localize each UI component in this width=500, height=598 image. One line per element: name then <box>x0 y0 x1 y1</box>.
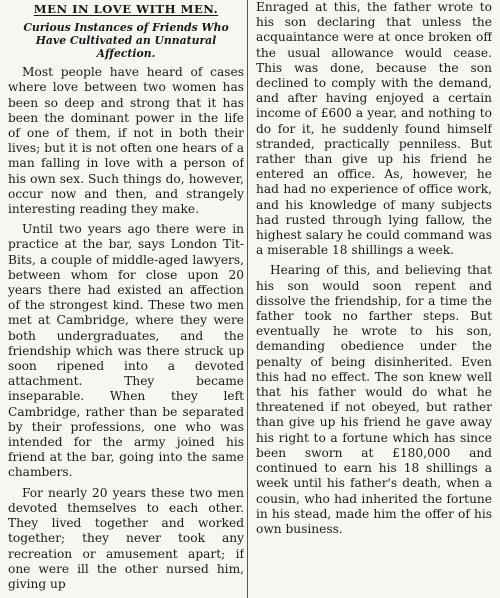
paragraph: Hearing of this, and believing that his son would soon repent and dissolve the friendship, for a time the father took no farther steps. But eventually he wrote to his son, demanding obedience under the penalty of being disinherited. Even this had no effect. The son knew well that his father would do what he threatened if not obeyed, but rather than give up his friend he gave away his right to a fortune which has since been sworn at £180,000 and continued to earn his 18 shillings a week until his father's death, when a cousin, who had inherited the fortune in his stead, made him the offer of his own business. <box>256 263 492 536</box>
subheadline: Curious Instances of Friends Who Have Cultivated an Unnatural Affection. <box>23 21 229 61</box>
right-column <box>256 0 492 598</box>
paragraph: For nearly 20 years these two men devoted themselves to each other. They lived together and worked together; they never took any recreation or amusement apart; if one were ill the other nursed him, giving up <box>8 485 244 591</box>
column-divider <box>247 0 248 598</box>
headline: MEN IN LOVE WITH MEN. <box>33 2 219 16</box>
paragraph: Enraged at this, the father wrote to his son declaring that unless the acquaintance were at once broken off the usual allowance would cease. This was done, because the son declined to comply with the demand, and after having enjoyed a certain income of £600 a year, and nothing to do for it, he suddenly found himself stranded, practically penniless. But rather than give up his friend he entered an office. As, however, he had had no experience of office work, and his knowledge of many subjects had rusted through lying fallow, the highest salary he could command was a miserable 18 shillings a week. <box>256 0 492 258</box>
left-column <box>8 0 244 598</box>
paragraph: Until two years ago there were in practice at the bar, says London Tit-Bits, a couple of middle-aged lawyers, between whom for close upon 20 years there had existed an affection of the strongest kind. These two men met at Cambridge, where they were both undergraduates, and the friendship which was there struck up soon ripened into a devoted attachment. They became inseparable. When they left Cambridge, rather than be separated by their professions, one who was intended for the army joined his friend at the bar, going into the same chambers. <box>8 222 244 480</box>
paragraph: Most people have heard of cases where love between two women has been so deep and strong that it has been the dominant power in the life of one of them, if not in both their lives; but it is not often one hears of a man falling in love with a person of his own sex. Such things do, however, occur now and then, and strangely interesting reading they make. <box>8 65 244 217</box>
